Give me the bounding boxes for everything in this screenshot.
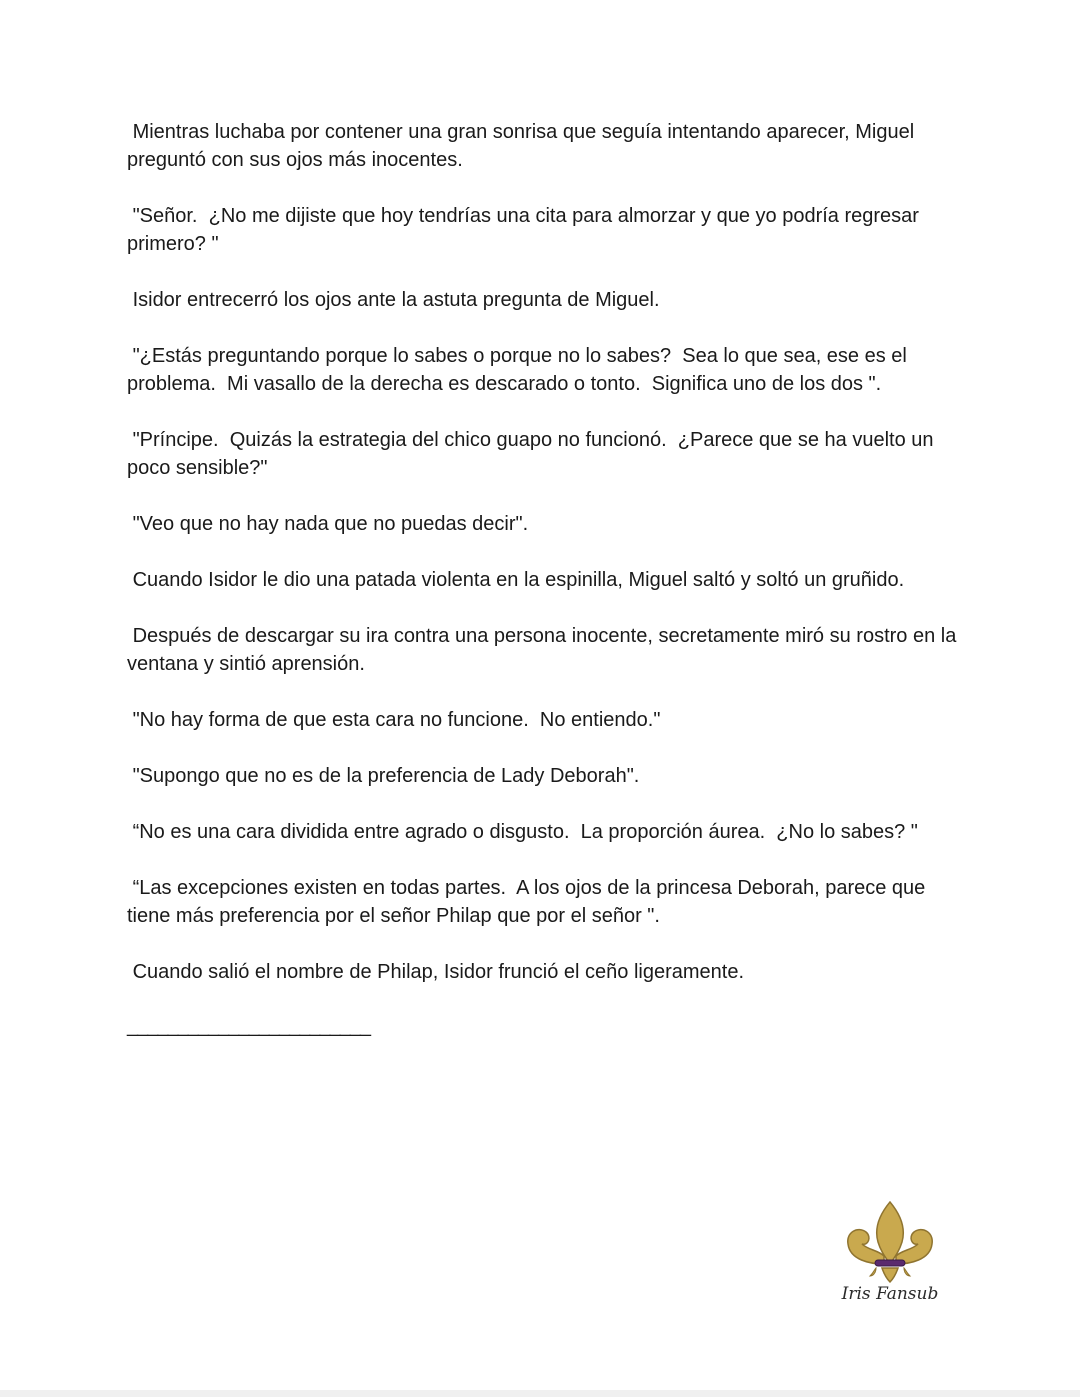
page-bottom-edge (0, 1390, 1080, 1397)
paragraph: Mientras luchaba por contener una gran sonrisa que seguía intentando aparecer, Miguel preguntó con sus ojos más inocentes. (127, 121, 920, 171)
paragraph: “No es una cara dividida entre agrado o disgusto. La proporción áurea. ¿No lo sabes? " (127, 821, 918, 843)
iris-fansub-logo (840, 1198, 940, 1310)
logo-text: Iris Fansub (841, 1284, 939, 1304)
paragraph: "Veo que no hay nada que no puedas decir". (127, 513, 529, 535)
paragraph: "No hay forma de que esta cara no funcione. No entiendo." (127, 709, 661, 731)
paragraph: "Supongo que no es de la preferencia de Lady Deborah". (127, 765, 640, 787)
paragraph: “Las excepciones existen en todas partes. A los ojos de la princesa Deborah, parece que tiene más preferencia por el señor Philap que por el señor ". (127, 877, 931, 927)
paragraph: "Príncipe. Quizás la estrategia del chico guapo no funcionó. ¿Parece que se ha vuelto un poco sensible?" (127, 429, 940, 479)
paragraph: "¿Estás preguntando porque lo sabes o porque no lo sabes? Sea lo que sea, ese es el problema. Mi vasallo de la derecha es descarado o tonto. Significa uno de los dos ". (127, 345, 913, 395)
document-body (127, 118, 962, 1068)
paragraph: Cuando Isidor le dio una patada violenta en la espinilla, Miguel saltó y soltó un gruñido. (127, 569, 905, 591)
fleur-de-lis-icon (840, 1198, 940, 1286)
paragraph: "Señor. ¿No me dijiste que hoy tendrías una cita para almorzar y que yo podría regresar primero? " (127, 205, 925, 255)
paragraph: Después de descargar su ira contra una persona inocente, secretamente miró su rostro en la ventana y sintió aprensión. (127, 625, 962, 675)
section-divider: ________________________ (127, 1015, 370, 1037)
paragraph: Isidor entrecerró los ojos ante la astuta pregunta de Miguel. (127, 289, 660, 311)
paragraph: Cuando salió el nombre de Philap, Isidor frunció el ceño ligeramente. (127, 961, 745, 983)
